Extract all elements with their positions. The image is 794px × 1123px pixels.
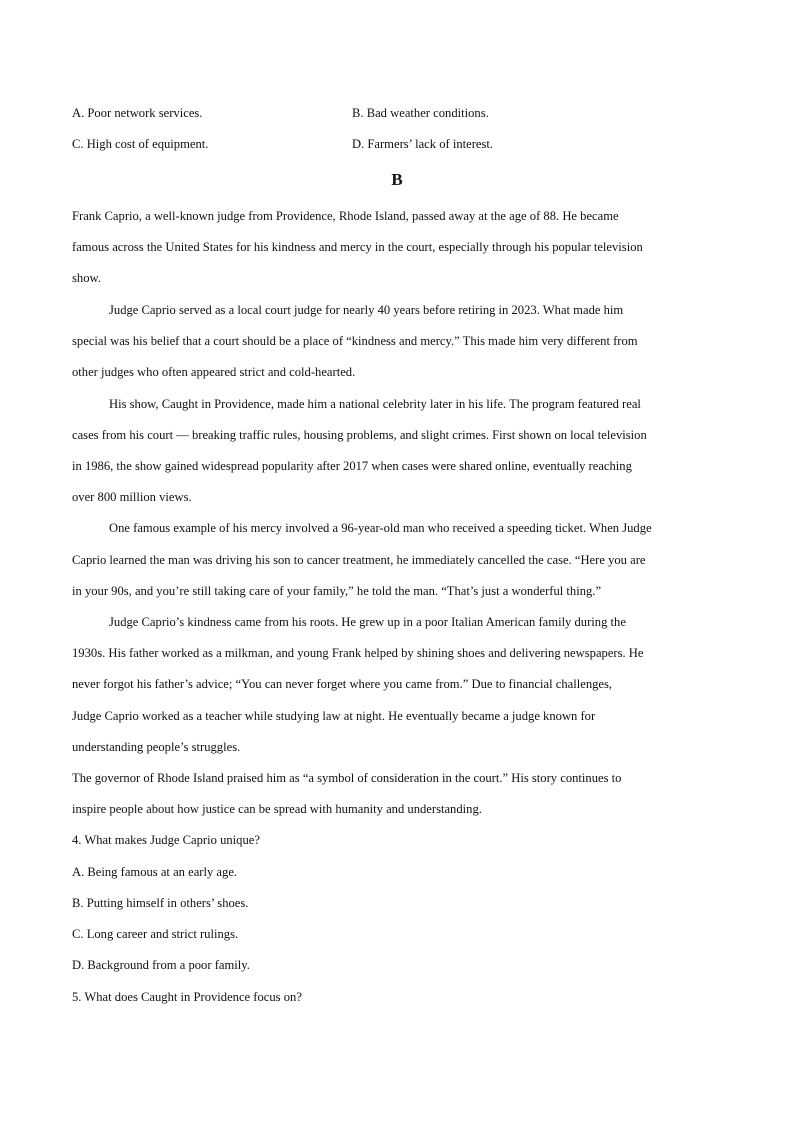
question-4-option-d: D. Background from a poor family. (72, 958, 250, 972)
passage-line: inspire people about how justice can be spread with humanity and understanding. (72, 802, 482, 816)
question-4-option-c: C. Long career and strict rulings. (72, 927, 239, 941)
prev-option-a: A. Poor network services. (72, 106, 203, 120)
question-5-stem: 5. What does Caught in Providence focus on? (72, 990, 302, 1004)
prev-option-b: B. Bad weather conditions. (352, 106, 489, 120)
passage-line: Judge Caprio worked as a teacher while studying law at night. He eventually became a judge known for (72, 709, 596, 723)
passage-line: special was his belief that a court should be a place of “kindness and mercy.” This made him very different from (72, 334, 638, 348)
passage-line: famous across the United States for his kindness and mercy in the court, especially through his popular television (72, 240, 643, 254)
passage-line: Judge Caprio’s kindness came from his roots. He grew up in a poor Italian American family during the (109, 615, 626, 629)
question-4-option-b: B. Putting himself in others’ shoes. (72, 896, 249, 910)
passage-line: Frank Caprio, a well-known judge from Providence, Rhode Island, passed away at the age of 88. He became (72, 209, 619, 223)
passage-line: One famous example of his mercy involved a 96-year-old man who received a speeding ticket. When Judge (109, 521, 652, 535)
passage-line: over 800 million views. (72, 490, 192, 504)
passage-line: cases from his court — breaking traffic rules, housing problems, and slight crimes. First shown on local television (72, 428, 647, 442)
passage-line: understanding people’s struggles. (72, 740, 241, 754)
passage-line: in your 90s, and you’re still taking care of your family,” he told the man. “That’s just a wonderful thing.” (72, 584, 602, 598)
passage-line: Caprio learned the man was driving his son to cancer treatment, he immediately cancelled the case. “Here you are (72, 553, 646, 567)
section-heading: B (391, 170, 403, 189)
passage-line: never forgot his father’s advice; “You can never forget where you came from.” Due to financial challenges, (72, 677, 613, 691)
passage-line: other judges who often appeared strict and cold-hearted. (72, 365, 356, 379)
prev-option-d: D. Farmers’ lack of interest. (352, 137, 494, 151)
passage-line: 1930s. His father worked as a milkman, and young Frank helped by shining shoes and delivering newspapers. He (72, 646, 644, 660)
question-4-stem: 4. What makes Judge Caprio unique? (72, 833, 260, 847)
passage-line: Judge Caprio served as a local court judge for nearly 40 years before retiring in 2023. What made him (109, 303, 624, 317)
passage-line: The governor of Rhode Island praised him as “a symbol of consideration in the court.” His story continues to (72, 771, 622, 785)
prev-option-c: C. High cost of equipment. (72, 137, 209, 151)
passage-line: show. (72, 271, 101, 285)
passage-line: His show, Caught in Providence, made him a national celebrity later in his life. The program featured real (109, 397, 641, 411)
passage-line: in 1986, the show gained widespread popularity after 2017 when cases were shared online, eventually reaching (72, 459, 632, 473)
question-4-option-a: A. Being famous at an early age. (72, 865, 238, 879)
